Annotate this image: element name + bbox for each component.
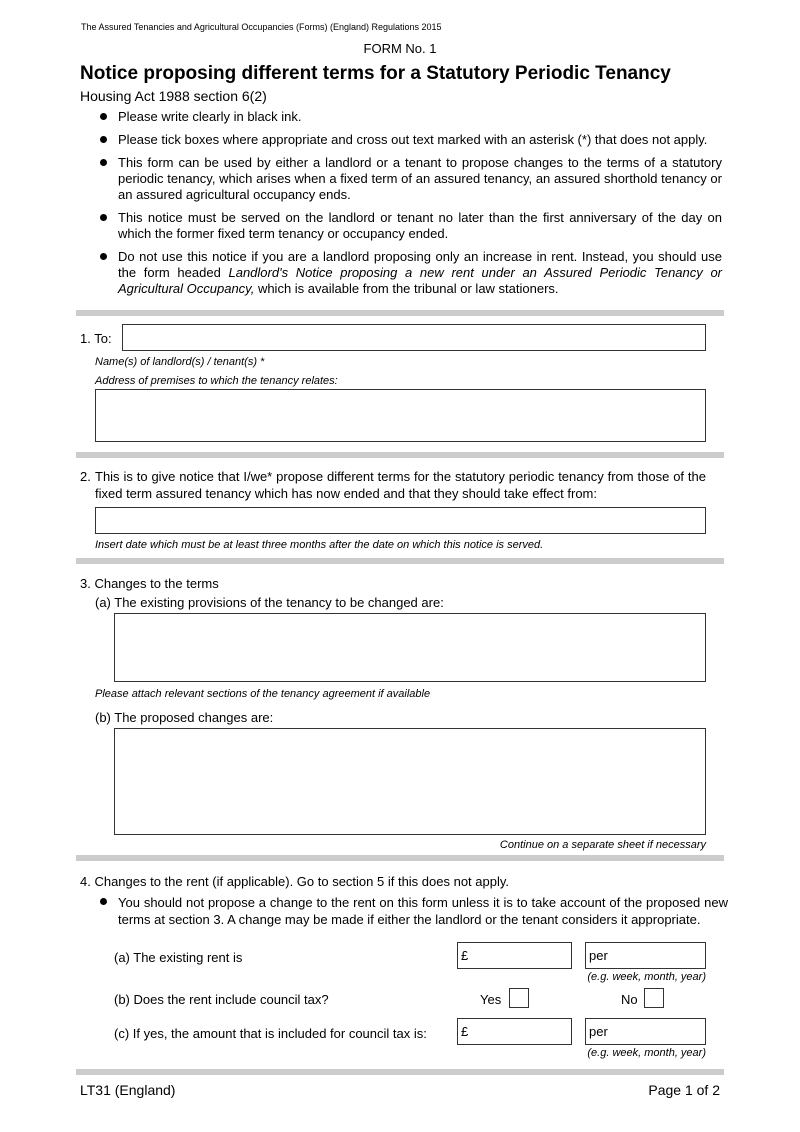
council-tax-period-hint: (e.g. week, month, year)	[587, 1047, 706, 1059]
section-4-label: 4. Changes to the rent (if applicable). Go to section 5 if this does not apply.	[80, 874, 510, 889]
instructions-list	[96, 109, 722, 304]
existing-provisions-label: (a) The existing provisions of the tenancy to be changed are:	[95, 595, 444, 610]
instruction-item: Do not use this notice if you are a landlord proposing only an increase in rent. Instead, you should use the form headed Landlord's Notice proposing a new rent under an Assured Periodic Tenancy or Agricultural Occupancy, which is available from the tribunal or law stationers.	[96, 249, 722, 297]
council-tax-yes-label: Yes	[480, 992, 502, 1007]
page-number: Page 1 of 2	[648, 1082, 720, 1098]
section-divider	[76, 310, 724, 316]
bullet-icon	[100, 214, 107, 221]
council-tax-no-checkbox[interactable]	[644, 988, 664, 1008]
section-divider	[76, 855, 724, 861]
premises-address-field[interactable]	[95, 389, 706, 442]
existing-rent-period-field[interactable]: per	[585, 942, 706, 969]
council-tax-period-field[interactable]: per	[585, 1018, 706, 1045]
page-subtitle: Housing Act 1988 section 6(2)	[80, 88, 267, 104]
bullet-icon	[100, 136, 107, 143]
section-2-number: 2.	[80, 469, 91, 484]
council-tax-yes-checkbox[interactable]	[509, 988, 529, 1008]
existing-rent-amount-field[interactable]: £	[457, 942, 572, 969]
section-2-text: This is to give notice that I/we* propose different terms for the statutory periodic tenancy from those of the fixed term assured tenancy which has now ended and that they should take effect from:	[95, 469, 706, 501]
referenced-form-title: Landlord's Notice proposing a new rent under an Assured Periodic Tenancy or Agricultural Occupancy,	[118, 265, 723, 296]
section-1-label: 1. To:	[80, 331, 112, 346]
existing-rent-label: (a) The existing rent is	[114, 950, 243, 965]
effective-date-field[interactable]	[95, 507, 706, 534]
bullet-icon	[100, 253, 107, 260]
section-divider	[76, 452, 724, 458]
continue-sheet-hint: Continue on a separate sheet if necessary	[499, 839, 706, 851]
instruction-item: This form can be used by either a landlord or a tenant to propose changes to the terms of a statutory periodic tenancy, which arises when a fixed term of an assured tenancy, an assured shorthold tenancy or an assured agricultural occupancy ends.	[96, 155, 722, 203]
regulations-reference: The Assured Tenancies and Agricultural Occupancies (Forms) (England) Regulations 2015	[81, 22, 442, 32]
effective-date-hint: Insert date which must be at least three months after the date on which this notice is served.	[95, 539, 544, 551]
bullet-icon	[100, 159, 107, 166]
rent-change-guidance: You should not propose a change to the rent on this form unless it is to take account of the proposed new terms at section 3. A change may be made if either the landlord or the tenant considers it appropriate.	[96, 894, 728, 928]
section-divider	[76, 1069, 724, 1075]
form-code: LT31 (England)	[80, 1082, 176, 1098]
instruction-item: Please tick boxes where appropriate and cross out text marked with an asterisk (*) that does not apply.	[96, 132, 722, 148]
council-tax-no-label: No	[621, 992, 638, 1007]
council-tax-question: (b) Does the rent include council tax?	[114, 992, 329, 1007]
page-title: Notice proposing different terms for a Statutory Periodic Tenancy	[80, 63, 671, 84]
recipient-name-field[interactable]	[122, 324, 706, 351]
bullet-icon	[100, 898, 107, 905]
recipient-name-hint: Name(s) of landlord(s) / tenant(s) *	[95, 356, 265, 368]
proposed-changes-field[interactable]	[114, 728, 706, 835]
address-hint: Address of premises to which the tenancy relates:	[95, 375, 338, 387]
instruction-item: This notice must be served on the landlord or tenant no later than the first anniversary of the day on which the former fixed term tenancy or occupancy ended.	[96, 210, 722, 242]
council-tax-amount-label: (c) If yes, the amount that is included for council tax is:	[114, 1026, 427, 1041]
council-tax-amount-field[interactable]: £	[457, 1018, 572, 1045]
existing-provisions-hint: Please attach relevant sections of the tenancy agreement if available	[95, 688, 431, 700]
existing-provisions-field[interactable]	[114, 613, 706, 682]
proposed-changes-label: (b) The proposed changes are:	[95, 710, 274, 725]
section-divider	[76, 558, 724, 564]
bullet-icon	[100, 113, 107, 120]
form-number: FORM No. 1	[363, 41, 437, 56]
section-3-label: 3. Changes to the terms	[80, 576, 219, 591]
instruction-item: Please write clearly in black ink.	[96, 109, 722, 125]
existing-rent-period-hint: (e.g. week, month, year)	[587, 971, 706, 983]
